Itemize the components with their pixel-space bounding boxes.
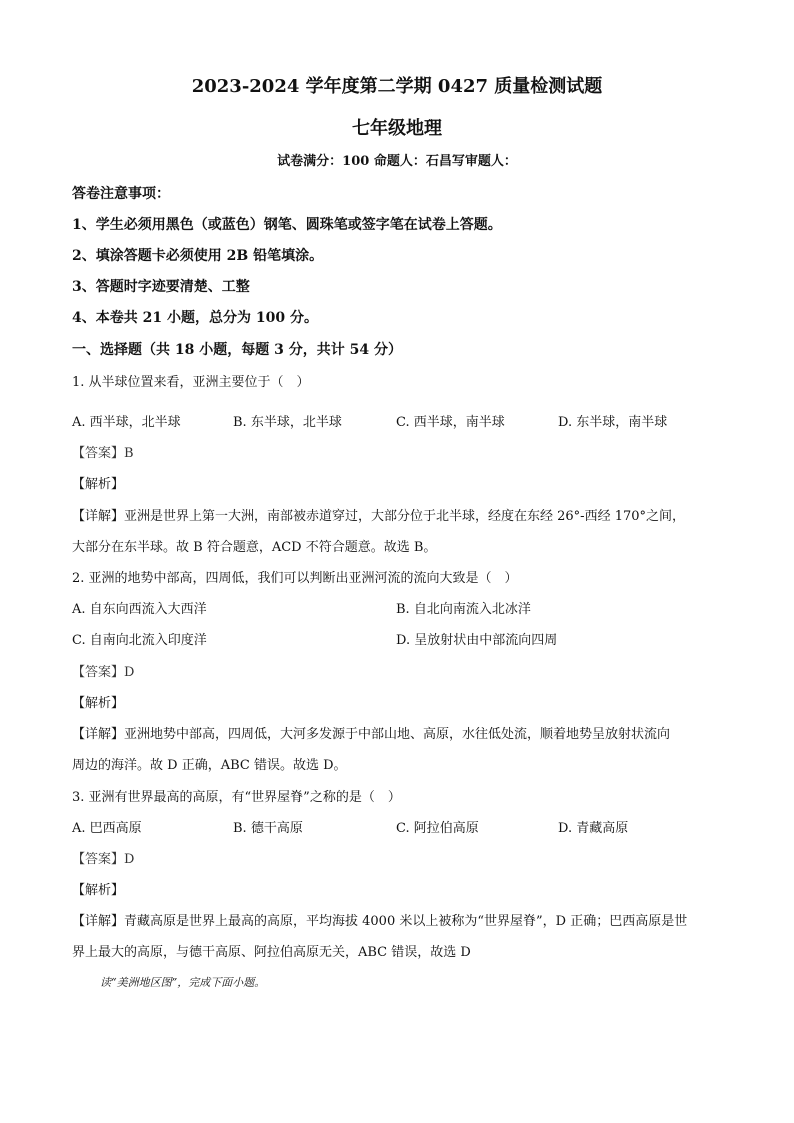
- option-a: A. 自东向西流入大西洋: [72, 602, 207, 617]
- page-subtitle: 七年级地理: [352, 118, 442, 139]
- option-c: C. 自南向北流入印度洋: [72, 633, 207, 648]
- detail-line: 大部分在东半球。故 B 符合题意，ACD 不符合题意。故选 B。: [72, 540, 437, 555]
- option-b: B. 德干高原: [233, 821, 303, 836]
- option-b: B. 东半球，北半球: [233, 415, 342, 430]
- detail-line: 界上最大的高原，与德干高原、阿拉伯高原无关，ABC 错误，故选 D: [72, 945, 471, 960]
- analysis-label: 【解析】: [72, 477, 125, 492]
- page-title: 2023-2024 学年度第二学期 0427 质量检测试题: [191, 76, 603, 97]
- answer: 【答案】B: [72, 446, 134, 461]
- option-c: C. 西半球，南半球: [396, 415, 505, 430]
- reading-instruction: 读“美洲地区图”，完成下面小题。: [100, 976, 266, 989]
- question-stem: 2. 亚洲的地势中部高，四周低，我们可以判断出亚洲河流的流向大致是（ ）: [72, 571, 518, 586]
- answer: 【答案】D: [72, 665, 135, 680]
- option-d: D. 青藏高原: [558, 821, 629, 836]
- notice-item: 4、本卷共 21 小题，总分为 100 分。: [72, 310, 318, 326]
- detail-line: 【详解】青藏高原是世界上最高的高原，平均海拔 4000 米以上被称为“世界屋脊”，D 正确；巴西高原是世: [72, 914, 688, 929]
- option-a: A. 巴西高原: [72, 821, 142, 836]
- section-heading: 一、选择题（共 18 小题，每题 3 分，共计 54 分）: [72, 342, 402, 358]
- detail-line: 【详解】亚洲是世界上第一大洲，南部被赤道穿过，大部分位于北半球，经度在东经 26°-西经 170°之间，: [72, 509, 686, 524]
- notice-item: 2、填涂答题卡必须使用 2B 铅笔填涂。: [72, 248, 324, 264]
- detail-line: 周边的海洋。故 D 正确，ABC 错误。故选 D。: [72, 758, 347, 773]
- analysis-label: 【解析】: [72, 696, 125, 711]
- question-stem: 3. 亚洲有世界最高的高原，有“世界屋脊”之称的是（ ）: [72, 790, 401, 805]
- analysis-label: 【解析】: [72, 883, 125, 898]
- option-a: A. 西半球，北半球: [72, 415, 181, 430]
- answer: 【答案】D: [72, 852, 135, 867]
- option-d: D. 呈放射状由中部流向四周: [396, 633, 558, 648]
- option-b: B. 自北向南流入北冰洋: [396, 602, 531, 617]
- option-d: D. 东半球，南半球: [558, 415, 668, 430]
- notice-item: 1、学生必须用黑色（或蓝色）钢笔、圆珠笔或签字笔在试卷上答题。: [72, 217, 502, 233]
- question-stem: 1. 从半球位置来看，亚洲主要位于（ ）: [72, 375, 310, 390]
- detail-line: 【详解】亚洲地势中部高，四周低，大河多发源于中部山地、高原，水往低处流，顺着地势呈放射状流向: [72, 727, 671, 742]
- option-c: C. 阿拉伯高原: [396, 821, 479, 836]
- exam-info: 试卷满分：100 命题人：石昌写审题人：: [277, 154, 517, 169]
- notice-item: 3、答题时字迹要清楚、工整: [72, 279, 250, 295]
- notice-heading: 答卷注意事项：: [72, 186, 170, 202]
